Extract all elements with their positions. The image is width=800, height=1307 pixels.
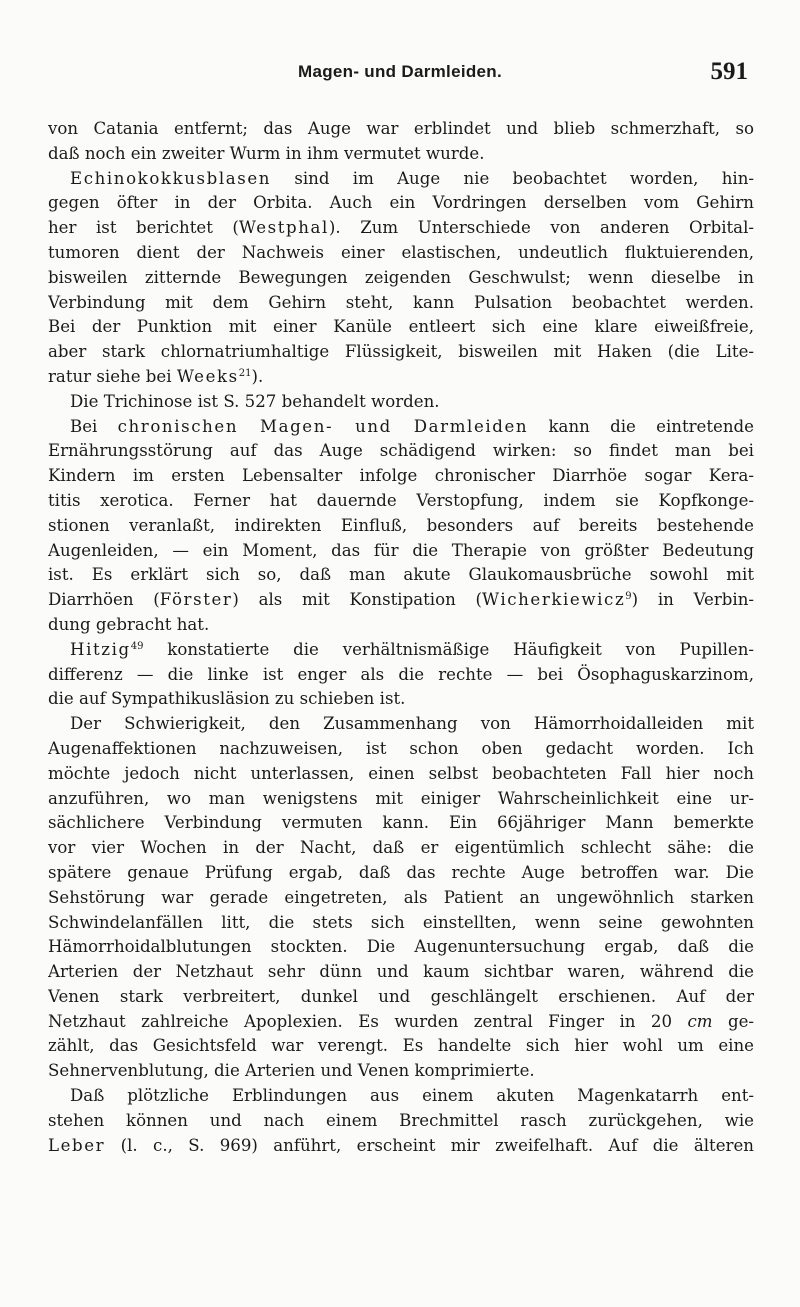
text-line: möchte jedoch nicht unterlassen, einen selbst beobachteten Fall hier noch (48, 763, 754, 783)
text-line: spätere genaue Prüfung ergab, daß das rechte Auge betroffen war. Die (48, 862, 754, 882)
reference-number: 49 (130, 640, 144, 652)
text-line: Die Trichinose ist S. 527 behandelt worden. (70, 391, 440, 411)
author-weeks: Weeks (176, 366, 239, 386)
text-line (48, 1010, 754, 1035)
body-text (48, 117, 754, 1158)
text-line: Kindern im ersten Lebensalter infolge chronischer Diarrhöe sogar Kera- (48, 466, 754, 486)
text-span: ). (251, 366, 264, 386)
text-line: die auf Sympathikusläsion zu schieben ist. (48, 689, 406, 709)
text-span: konstatierte die verhältnismäßige Häufigkeit von Pupillen- (143, 639, 754, 659)
text-span: her ist berichtet ( (48, 218, 239, 238)
text-span: ge- (712, 1011, 754, 1031)
term-echinokokkusblasen: Echinokokkusblasen (70, 168, 272, 188)
author-foerster: Förster (159, 590, 233, 610)
text-line: Der Schwierigkeit, den Zusammenhang von Hämorrhoidalleiden mit (70, 714, 754, 734)
page-number: 591 (710, 58, 748, 85)
text-line: bisweilen zitternde Bewegungen zeigenden Geschwulst; wenn dieselbe in (48, 267, 754, 287)
text-span: ). Zum Unterschiede von anderen Orbital- (328, 218, 754, 238)
text-line: Hämorrhoidalblutungen stockten. Die Augenuntersuchung ergab, daß die (48, 937, 754, 957)
text-line: anzuführen, wo man wenigstens mit einiger Wahrscheinlichkeit eine ur- (48, 788, 754, 808)
text-line: gegen öfter in der Orbita. Auch ein Vordringen derselben vom Gehirn (48, 193, 754, 213)
text-line: Schwindelanfällen litt, die stets sich einstellten, wenn seine gewohnten (48, 912, 754, 932)
text-line: dung gebracht hat. (48, 614, 210, 634)
unit-cm: cm (687, 1011, 713, 1031)
text-line: stehen können und nach einem Brechmittel rasch zurückgehen, wie (48, 1110, 754, 1130)
text-span: ) als mit Konstipation ( (232, 590, 482, 610)
text-line: von Catania entfernt; das Auge war erblindet und blieb schmerzhaft, so (48, 119, 754, 138)
text-line: Augenaffektionen nachzuweisen, ist schon oben gedacht worden. Ich (48, 738, 754, 758)
text-line: titis xerotica. Ferner hat dauernde Verstopfung, indem sie Kopfkonge- (48, 490, 754, 510)
text-line: Daß plötzliche Erblindungen aus einem akuten Magenkatarrh ent- (70, 1086, 754, 1106)
author-wicherkiewicz: Wicherkiewicz (481, 590, 626, 610)
text-line: zählt, das Gesichtsfeld war verengt. Es handelte sich hier wohl um eine (48, 1036, 754, 1056)
text-line (48, 216, 754, 241)
text-line (48, 1134, 754, 1159)
author-westphal: Westphal (238, 218, 329, 238)
text-line (48, 588, 754, 613)
text-line (48, 638, 754, 663)
text-line: Sehnervenblutung, die Arterien und Venen komprimierte. (48, 1061, 535, 1081)
text-line: vor vier Wochen in der Nacht, daß er eigentümlich schlecht sähe: die (48, 838, 754, 858)
text-span: Bei (70, 416, 118, 436)
text-line: Sehstörung war gerade eingetreten, als Patient an ungewöhnlich starken (48, 887, 754, 907)
text-line: Verbindung mit dem Gehirn steht, kann Pulsation beobachtet werden. (48, 292, 754, 312)
term-magen-darmleiden: chronischen Magen- und Darmleiden (117, 416, 529, 436)
text-span: sind im Auge nie beobachtet worden, hin- (271, 168, 754, 188)
text-span: kann die eintretende (528, 416, 754, 436)
text-span: ratur siehe bei (48, 366, 177, 386)
text-line: differenz — die linke ist enger als die rechte — bei Ösophaguskarzinom, (48, 664, 754, 684)
text-line: ist. Es erklärt sich so, daß man akute Glaukomausbrüche sowohl mit (48, 565, 754, 585)
text-line: sächlichere Verbindung vermuten kann. Ein 66jähriger Mann bemerkte (48, 813, 754, 833)
running-head (0, 58, 800, 96)
text-span: ) in Verbin- (631, 590, 754, 610)
text-line (48, 365, 754, 390)
text-line (48, 167, 754, 192)
text-span: Netzhaut zahlreiche Apoplexien. Es wurden zentral Finger in 20 (48, 1011, 688, 1031)
text-line: stionen veranlaßt, indirekten Einfluß, besonders auf bereits bestehende (48, 515, 754, 535)
text-line: aber stark chlornatriumhaltige Flüssigkeit, bisweilen mit Haken (die Lite- (48, 342, 754, 362)
text-line: Ernährungsstörung auf das Auge schädigend wirken: so findet man bei (48, 441, 754, 461)
text-line: tumoren dient der Nachweis einer elastischen, undeutlich fluktuierenden, (48, 242, 754, 262)
text-line: Bei der Punktion mit einer Kanüle entleert sich eine klare eiweißfreie, (48, 317, 754, 337)
reference-number: 21 (238, 367, 252, 379)
text-span: Diarrhöen ( (48, 590, 160, 610)
text-span: (l. c., S. 969) anführt, erscheint mir zweifelhaft. Auf die älteren (105, 1135, 754, 1155)
text-line: daß noch ein zweiter Wurm in ihm vermutet wurde. (48, 143, 485, 163)
author-hitzig: Hitzig (70, 639, 131, 659)
text-line (48, 415, 754, 440)
running-title: Magen- und Darmleiden. (297, 62, 502, 81)
text-line: Arterien der Netzhaut sehr dünn und kaum sichtbar waren, während die (48, 962, 754, 982)
text-line: Augenleiden, — ein Moment, das für die Therapie von größter Bedeutung (48, 540, 754, 560)
author-leber: Leber (48, 1135, 106, 1155)
reference-number: 9 (625, 591, 632, 603)
text-line: Venen stark verbreitert, dunkel und geschlängelt erschienen. Auf der (48, 986, 754, 1006)
